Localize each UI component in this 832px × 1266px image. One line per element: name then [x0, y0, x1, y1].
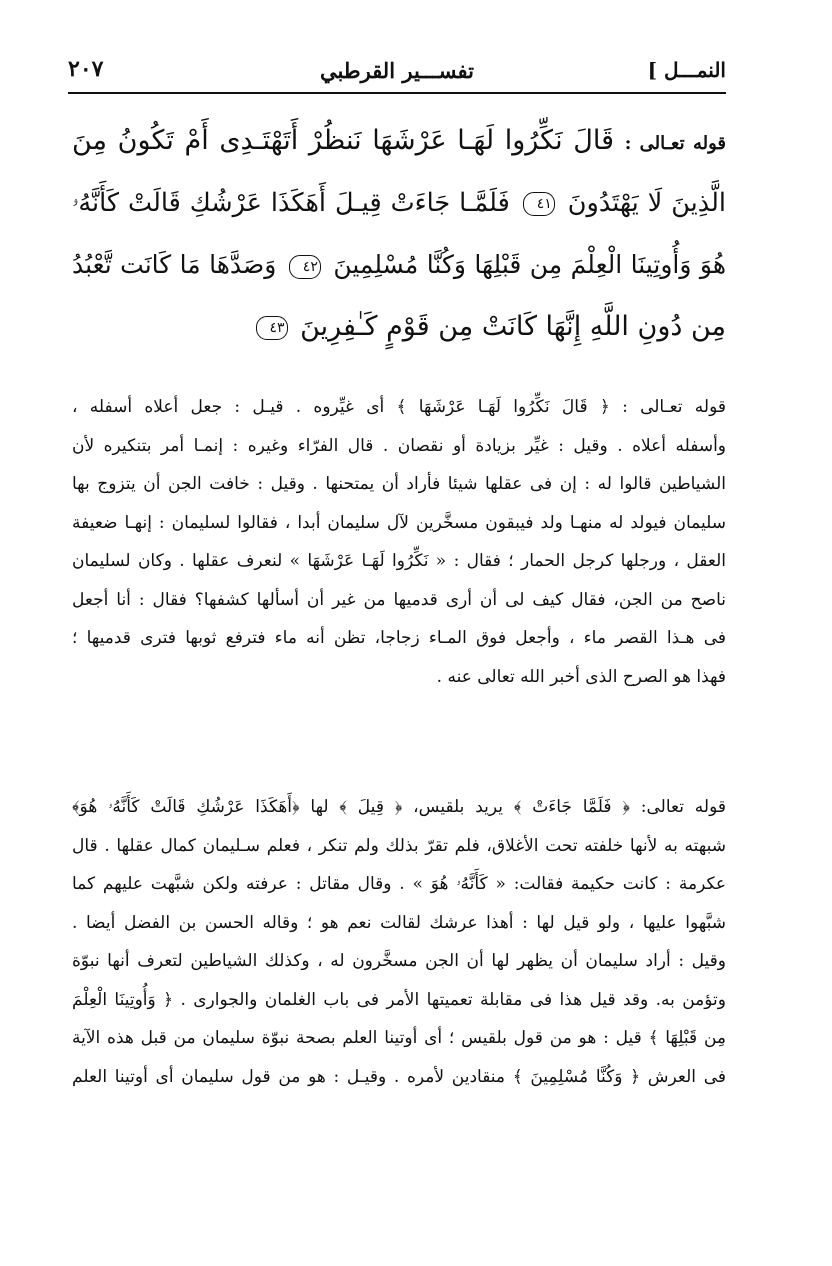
verse-line: [72, 296, 726, 358]
ayah-number-marker: ٤٢: [289, 255, 321, 279]
commentary-line: عكرمة : كانت حكيمة فقالت: « كَأَنَّهُۥ هُوَ » . وقال مقاتل : عرفته ولكن شبَّهت عليهم كما: [72, 874, 726, 894]
commentary-line: سليمان فيولد له منهـا ولد فيبقون مسخَّرين لآل سليمان أبدا ، فقالوا لسليمان : إنهـا ضعيفة: [72, 512, 726, 533]
commentary-line: وتؤمن به. وقد قيل هذا فى مقابلة تعميتها الأمر فى باب الغلمان والجوارى . ﴿ وَأُوتِينَا الْعِلْمَ: [72, 989, 726, 1010]
commentary-line: فى العرش ﴿ وَكُنَّا مُسْلِمِينَ ﴾ منقادين لأمره . وقيـل : هو من قول سليمان أى أوتينا العلم: [72, 1066, 726, 1087]
commentary-line: العقل ، ورجلها كرجل الحمار ؛ فقال : « نَكِّرُوا لَهَـا عَرْشَهَا » لنعرف عقلها . وكان لسليمان: [72, 551, 726, 571]
commentary-line: قوله تعالى: ﴿ فَلَمَّا جَاءَتْ ﴾ يريد بلقيس، ﴿ قِيلَ ﴾ لها ﴿أَهَكَذَا عَرْشُكِ قَالَتْ كَأَنَّهُۥ هُوَ﴾: [72, 797, 726, 817]
commentary-line: ناصح من الجن، فقال كيف لى أن أرى قدميها من غير أن أسألها كشفها؟ فقال : أنا أجعل: [72, 589, 726, 610]
quran-verse-block: [72, 110, 726, 358]
commentary-line: وقيل : أراد سليمان أن يظهر لها أن الجن مسخَّرون له ، وكذلك الشياطين لتعرف أنها نبوّة: [72, 951, 726, 971]
verse-line: [72, 110, 726, 172]
verse-line: [72, 172, 726, 234]
commentary-line: فى هـذا القصر ماء ، وأجعل فوق المـاء زجاجا، تظن أنه ماء فترفع ثوبها فترى قدميها ؛: [72, 628, 726, 648]
verse-line: [72, 234, 726, 296]
commentary-line: وأسفله أعلاه . وقيل : غيِّر بزيادة أو نقصان . قال الفرّاء وغيره : إنمـا أمر بتنكيره لأن: [72, 435, 726, 456]
commentary-line: مِن قَبْلِهَا ﴾ قيل : هو من قول بلقيس ؛ أى أوتينا العلم بصحة نبوّة سليمان من قبل هذه الآية: [72, 1028, 726, 1048]
verse-text: هُوَ وَأُوتِينَا الْعِلْمَ مِن قَبْلِهَا وَكُنَّا مُسْلِمِينَ: [333, 250, 726, 279]
commentary-paragraph-1: [72, 388, 726, 696]
commentary-line: شبَّهوا عليها ، ولو قيل لها : أهذا عرشك لقالت نعم هو ؛ وقاله الحسن بن الفضل أيضا .: [72, 912, 726, 933]
surah-name: النمـــل ]: [647, 58, 726, 82]
commentary-paragraph-2: [72, 788, 726, 1096]
ayah-number-marker: ٤٣: [256, 316, 288, 340]
verse-text: مِن دُونِ اللَّهِ إِنَّهَا كَانَتْ مِن قَوْمٍ كَـٰفِرِينَ: [300, 311, 726, 342]
header-rule: [68, 92, 726, 94]
verse-text: فَلَمَّـا جَاءَتْ قِيـلَ أَهَكَذَا عَرْشُكِ قَالَتْ كَأَنَّهُۥ: [72, 188, 510, 218]
book-title: تفســـير القرطبي: [320, 58, 474, 83]
page-number: ٢٠٧: [68, 56, 104, 82]
verse-text: وَصَدَّهَا مَا كَانَت تَّعْبُدُ: [72, 250, 277, 279]
commentary-line: فهذا هو الصرح الذى أخبر الله تعالى عنه .: [436, 666, 726, 687]
commentary-line: قوله تعـالى : ﴿ قَالَ نَكِّرُوا لَهَـا عَرْشَهَا ﴾ أى غيِّروه . قيـل : جعل أعلاه أسفله ،: [72, 397, 726, 417]
commentary-line: شبهته به لأنها خلفته تحت الأغلاق، فلم تقرّ بذلك ولم تنكر ، فعلم سـليمان كمال عقلها . قال: [72, 835, 726, 856]
ayah-number-marker: ٤١: [523, 192, 555, 216]
commentary-line: الشياطين قالوا له : إن فى عقلها شيئا فأراد أن يمتحنها . وقيل : خافت الجن أن يتزوج بها: [72, 474, 726, 494]
verse-text: قَالَ نَكِّرُوا لَهَـا عَرْشَهَا نَنظُرْ أَتَهْتَـدِى أَمْ تَكُونُ مِنَ: [72, 125, 615, 156]
running-header: [68, 52, 726, 92]
verse-intro: قوله تعـالى :: [624, 133, 726, 154]
verse-text: الَّذِينَ لَا يَهْتَدُونَ: [567, 188, 726, 218]
